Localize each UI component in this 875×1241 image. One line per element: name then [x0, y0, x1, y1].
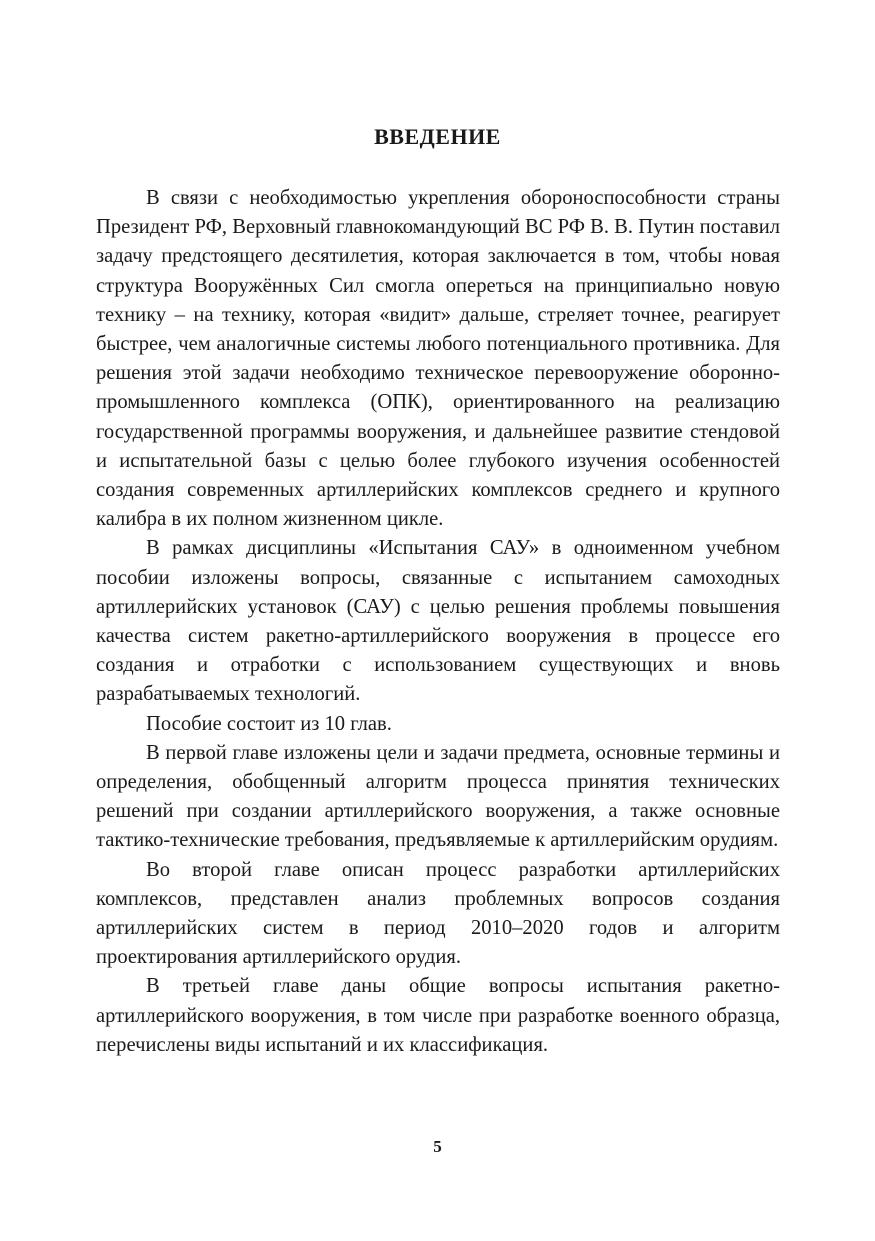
body-text	[96, 184, 780, 1060]
paragraph-chapter-2: Во второй главе описан процесс разработки артиллерийских комплексов, представлен анализ проблемных вопросов создания артиллерийских систем в период 2010–2020 годов и алгоритм проектирования артиллерийского орудия.	[96, 858, 780, 969]
paragraph-discipline: В рамках дисциплины «Испытания САУ» в одноименном учебном пособии изложены вопросы, связанные с испытанием самоходных артиллерийских установок (САУ) с целью решения проблемы повышения качества систем ракетно-артиллерийского вооружения в процессе его создания и отработки с использованием существующих и вновь разрабатываемых технологий.	[96, 537, 780, 706]
paragraph-chapter-3: В третьей главе даны общие вопросы испытания ракетно-артиллерийского вооружения, в том числе при разработке военного образца, перечислены виды испытаний и их классификация.	[96, 975, 780, 1056]
paragraph-chapter-1: В первой главе изложены цели и задачи предмета, основные термины и определения, обобщенный алгоритм процесса принятия технических решений при создании артиллерийского вооружения, а также основные тактико-технические требования, предъявляемые к артиллерийским орудиям.	[96, 741, 780, 852]
paragraph-intro: В связи с необходимостью укрепления обороноспособности страны Президент РФ, Верховный главнокомандующий ВС РФ В. В. Путин поставил задачу предстоящего десятилетия, которая заключается в том, чтобы новая структура Вооружённых Сил смогла опереться на принципиально новую технику – на технику, которая «видит» дальше, стреляет точнее, реагирует быстрее, чем аналогичные системы любого потенциального противника. Для решения этой задачи необходимо техническое перевооружение оборонно-промышленного комплекса (ОПК), ориентированного на реализацию государственной программы вооружения, и дальнейшее развитие стендовой и испытательной базы с целью более глубокого изучения особенностей создания современных артиллерийских комплексов среднего и крупного калибра в их полном жизненном цикле.	[96, 187, 780, 531]
paragraph-structure: Пособие состоит из 10 глав.	[146, 712, 392, 735]
page-number: 5	[433, 1137, 442, 1156]
chapter-heading: ВВЕДЕНИЕ	[374, 124, 501, 149]
